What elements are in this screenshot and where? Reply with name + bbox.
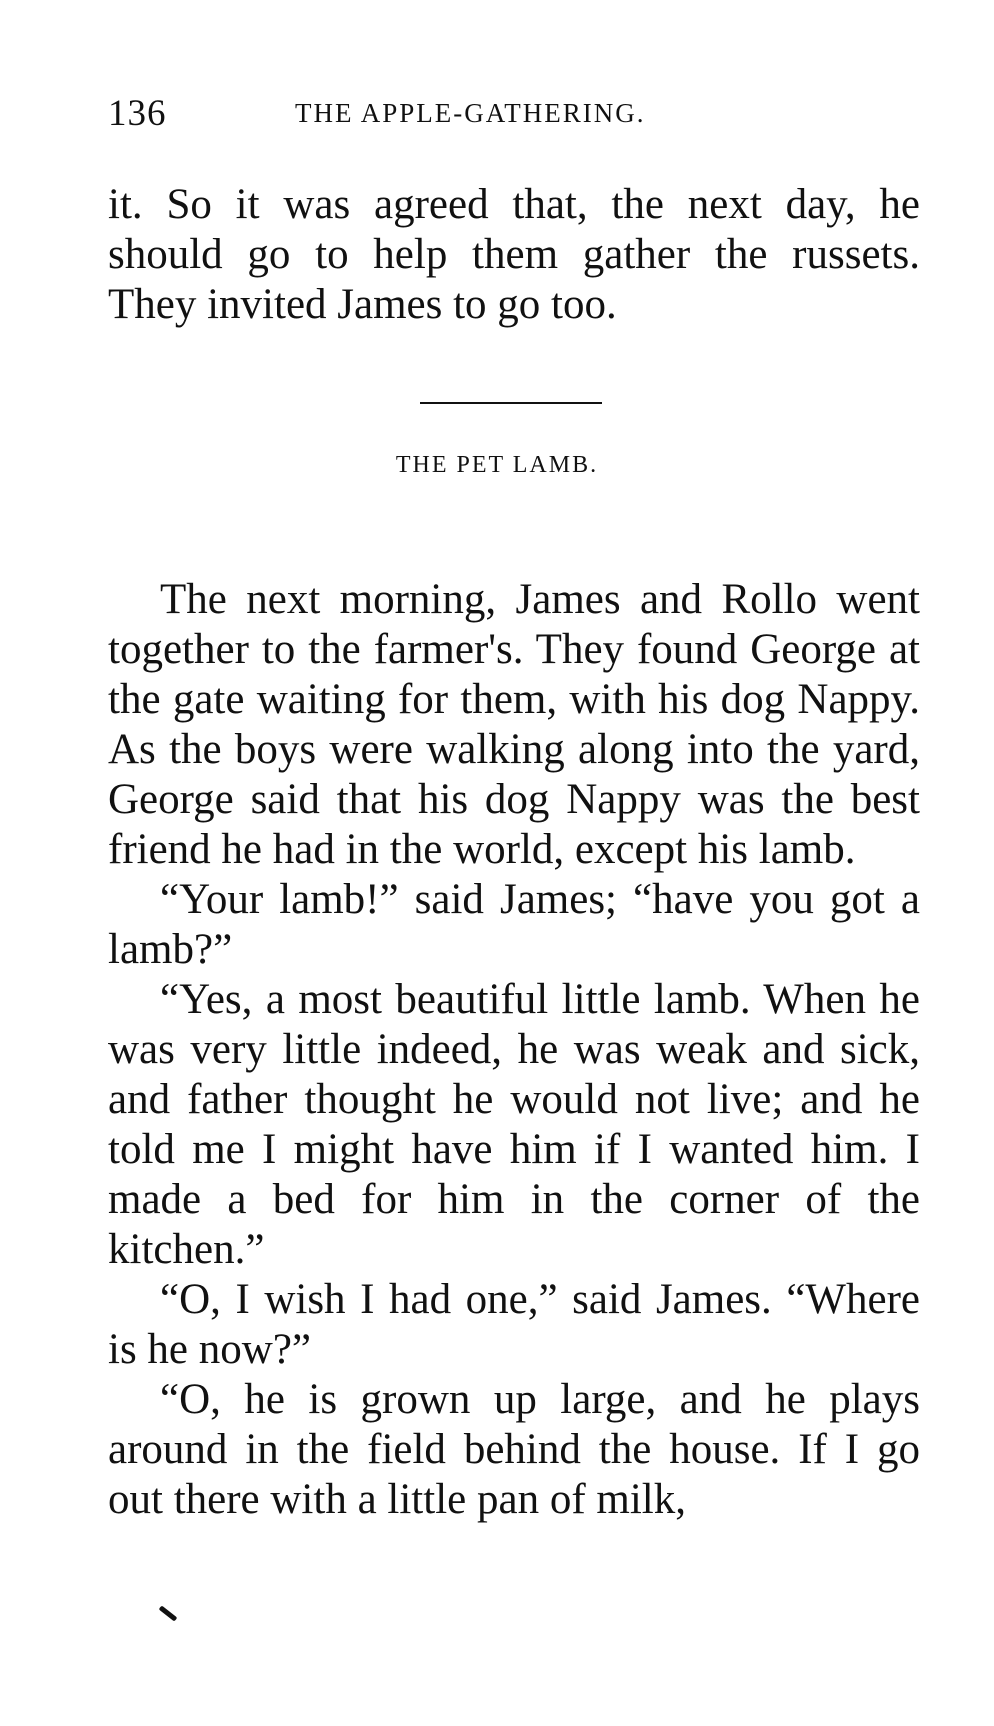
story-paragraph: “O, I wish I had one,” said James. “Where is he now?” — [108, 1276, 920, 1373]
story-paragraph: “Your lamb!” said James; “have you got a lamb?” — [108, 876, 920, 973]
running-head — [108, 92, 768, 136]
section-divider — [420, 402, 602, 404]
page-number: 136 — [108, 93, 167, 134]
running-title: THE APPLE-GATHERING. — [295, 98, 646, 128]
story-paragraph: “Yes, a most beautiful little lamb. When he was very little indeed, he was weak and sick, and father thought he would not live; and he told me I might have him if I wanted him. I made a bed for him in the corner of the kitchen.” — [108, 976, 920, 1273]
intro-text: it. So it was agreed that, the next day, he should go to help them gather the russets. They invited James to go too. — [108, 181, 920, 328]
intro-paragraph — [108, 180, 920, 330]
ink-mark — [159, 1605, 178, 1621]
story-body — [108, 575, 920, 1525]
section-heading: THE PET LAMB. — [395, 452, 599, 478]
story-paragraph: The next morning, James and Rollo went together to the farmer's. They found George at the gate waiting for them, with his dog Nappy. As the boys were walking along into the yard, George said that his dog Nappy was the best friend he had in the world, except his lamb. — [108, 576, 920, 873]
story-paragraph: “O, he is grown up large, and he plays around in the field behind the house. If I go out there with a little pan of milk, — [108, 1376, 920, 1523]
